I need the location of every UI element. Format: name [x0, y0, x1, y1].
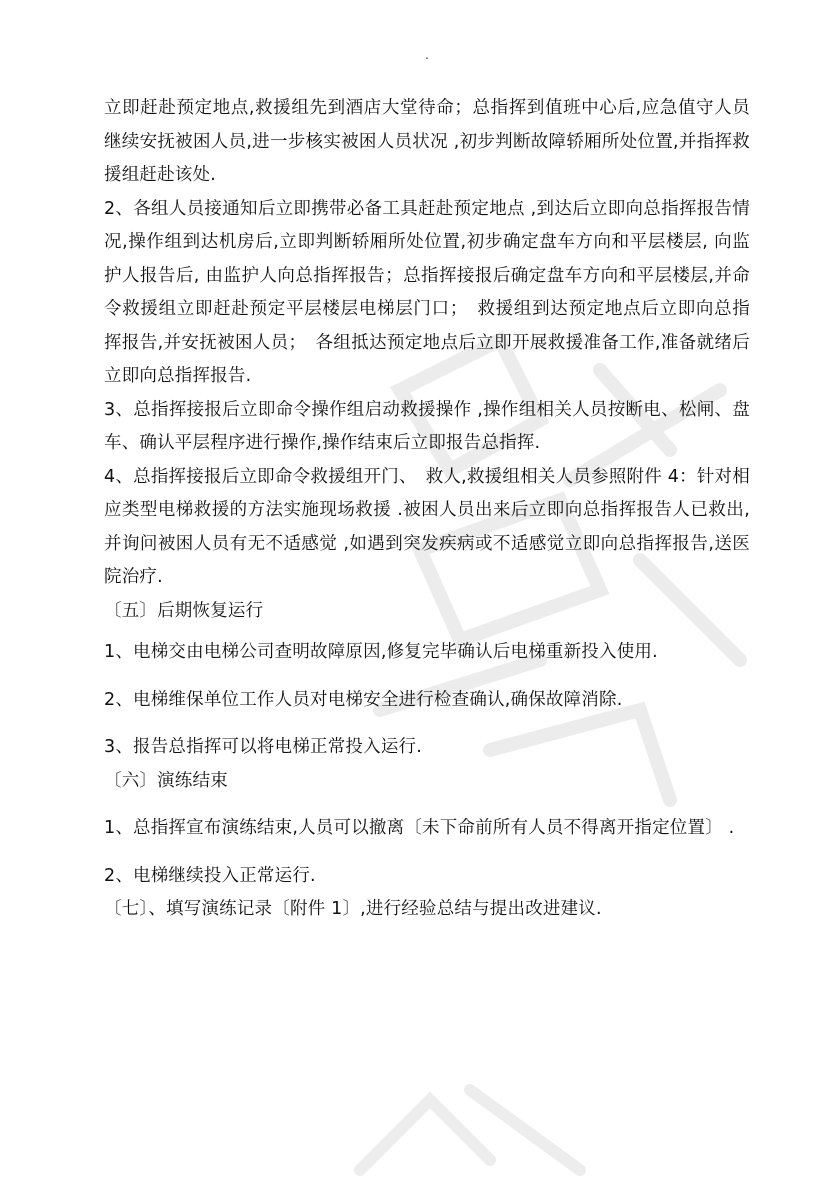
paragraph-step-4: 4、总指挥接报后立即命令救援组开门、 救人,救援组相关人员参照附件 4：针对相应类型电梯救援的方法实施现场救援 .被困人员出来后立即向总指挥报告人已救出,并询问被困人员有无不适感觉 ,如遇到突发疾病或不适感觉立即向总指挥报告,送医院治疗.	[104, 466, 750, 587]
recovery-item-3: 3、报告总指挥可以将电梯正常投入运行.	[104, 737, 422, 757]
watermark-graphic-bottom	[340, 1060, 600, 1180]
paragraph-step-3: 3、总指挥接报后立即命令操作组启动救援操作 ,操作组相关人员按断电、松闸、盘车、确认平层程序进行操作,操作结束后立即报告总指挥.	[104, 399, 750, 453]
paragraph-intro: 立即赶赴预定地点,救援组先到酒店大堂待命；总指挥到值班中心后,应急值守人员继续安抚被困人员,进一步核实被困人员状况 ,初步判断故障轿厢所处位置,并指挥救援组赶赴该处.	[104, 98, 750, 185]
section-heading-end: 〔六〕演练结束	[104, 770, 228, 791]
section-heading-recovery: 〔五〕后期恢复运行	[104, 600, 264, 621]
end-item-1: 1、总指挥宣布演练结束,人员可以撤离〔未下命前所有人员不得离开指定位置〕 .	[104, 818, 735, 838]
paragraph-step-2: 2、各组人员接通知后立即携带必备工具赶赴预定地点 ,到达后立即向总指挥报告情况,操作组到达机房后,立即判断轿厢所处位置,初步确定盘车方向和平层楼层, 向监护人报告后, 由监护人向总指挥报告；总指挥接报后确定盘车方向和平层楼层,并命令救援组立即赶赴预定平层楼层电梯层门口； 救援组到达预定地点后立即向总指挥报告,并安抚被困人员； 各组抵达预定地点后立即开展救援准备工作,准备就绪后立即向总指挥报告.	[104, 198, 750, 386]
end-item-2: 2、电梯继续投入正常运行.	[104, 865, 316, 886]
recovery-item-1: 1、电梯交由电梯公司查明故障原因,修复完毕确认后电梯重新投入使用.	[104, 642, 658, 662]
document-body	[104, 92, 750, 927]
recovery-item-2: 2、电梯维保单位工作人员对电梯安全进行检查确认,确保故障消除.	[104, 689, 623, 710]
section-heading-record: 〔七〕、填写演练记录〔附件 1〕,进行经验总结与提出改进建议.	[104, 899, 602, 919]
page-top-mark: .	[425, 48, 429, 62]
